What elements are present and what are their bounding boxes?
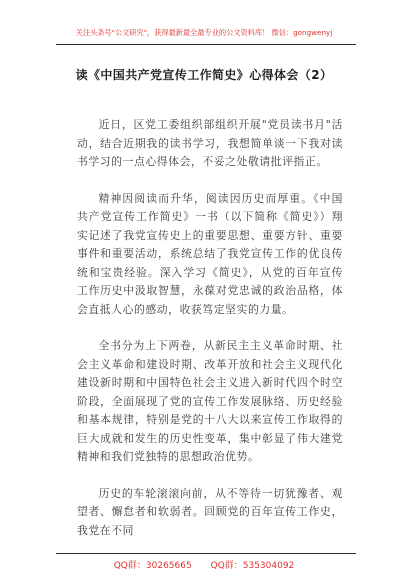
footer <box>0 558 408 571</box>
paragraph: 精神因阅读而升华，阅读因历史而厚重。《中国共产党宣传工作简史》一书（以下简称《简史》）翔实记述了我党宣传史上的重要思想、重要方针、重要事件和重要活动，系统总结了我党宣传工作的优良传统和宝贵经验。深入学习《简史》，从党的百年宣传工作历史中汲取智慧，永葆对党忠诚的政治品格，体会直抵人心的感动，收获笃定坚实的力量。 <box>77 191 343 316</box>
footer-qq-group-1: QQ群：30265665 <box>113 561 192 571</box>
header-banner: 关注头条号"公文研究"，获得最新最全最专业的公文资料库！ 微信：gongwenyj <box>75 28 333 37</box>
document-title: 读《中国共产党宣传工作简史》心得体会（2） <box>75 68 333 82</box>
footer-divider <box>56 553 356 554</box>
paragraph: 全书分为上下两卷，从新民主主义革命时期、社会主义革命和建设时期、改革开放和社会主义现代化建设新时期和中国特色社会主义进入新时代四个时空阶段，全面展现了党的宣传工作发展脉络、历史经验和基本规律，特别是党的十八大以来宣传工作取得的巨大成就和发生的历史性变革，集中彰显了伟大建党精神和我们党独特的思想政治优势。 <box>77 339 343 463</box>
footer-qq-group-2: QQ群：535304092 <box>210 561 295 571</box>
document-body <box>77 116 343 558</box>
paragraph: 近日，区党工委组织部组织开展"党员读书月"活动，结合近期我的读书学习，我想简单谈一下我对读书学习的一点心得体会，不妥之处敬请批评指正。 <box>77 118 343 168</box>
header-divider <box>56 44 356 45</box>
paragraph: 历史的车轮滚滚向前，从不等待一切犹豫者、观望者、懈怠者和软弱者。回顾党的百年宣传工作史，我党在不同 <box>77 486 343 537</box>
